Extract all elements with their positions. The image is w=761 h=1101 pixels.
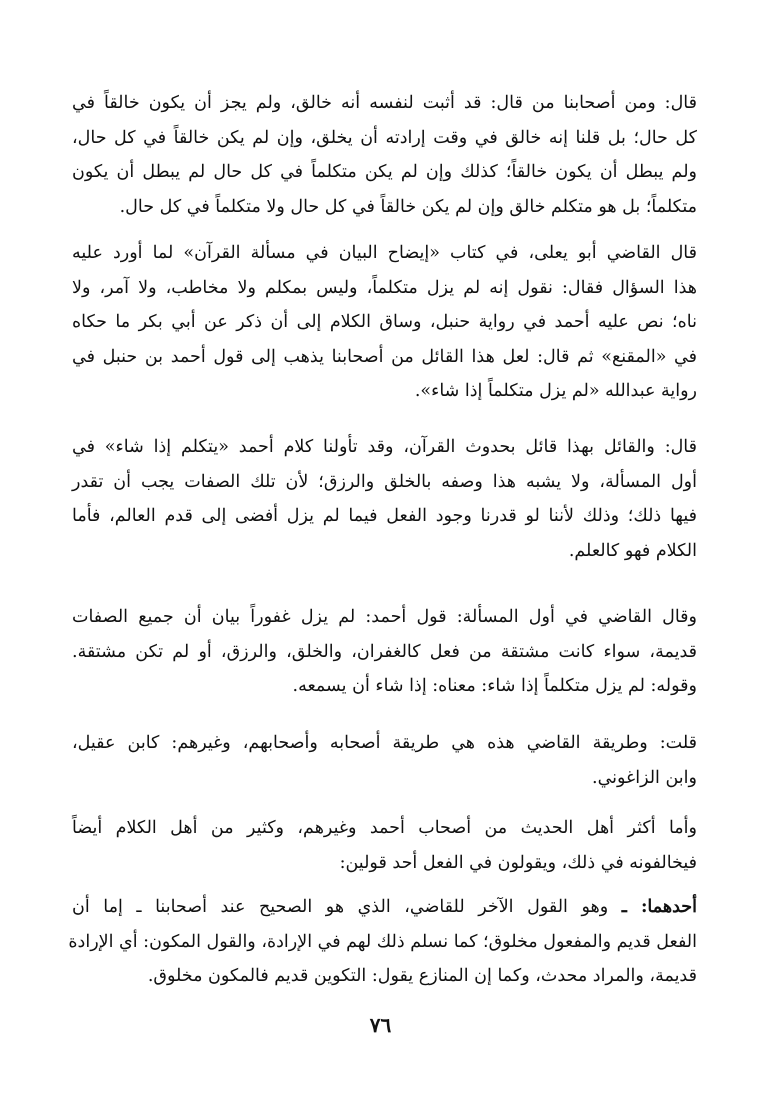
paragraph-1 — [72, 86, 697, 224]
paragraph-line: الكلام فهو كالعلم. — [568, 540, 697, 561]
paragraph-line: قديمة، سواء كانت مشتقة من فعل كالغفران، والخلق، والرزق، أو لم تكن مشتقة. — [72, 641, 697, 662]
paragraph-2 — [72, 236, 697, 409]
paragraph-4 — [72, 600, 697, 704]
paragraph-line: قال القاضي أبو يعلى، في كتاب «إيضاح البيان في مسألة القرآن» لما أورد عليه — [72, 243, 697, 263]
paragraph-line: الفعل قديم والمفعول مخلوق؛ كما نسلم ذلك لهم في الإرادة، والقول المكون: أي الإرادة — [68, 931, 697, 952]
paragraph-line: قال: ومن أصحابنا من قال: قد أثبت لنفسه أنه خالق، ولم يجز أن يكون خالقاً في — [72, 93, 697, 113]
page-number: ٧٦ — [369, 1013, 392, 1037]
paragraph-line: قديمة، والمراد محدث، وكما إن المنازع يقول: التكوين قديم فالمكون مخلوق. — [147, 966, 697, 986]
paragraph-3 — [72, 430, 697, 568]
paragraph-line: هذا السؤال فقال: نقول إنه لم يزل متكلماً، وليس بمكلم ولا مخاطب، ولا آمر، ولا — [72, 277, 697, 298]
paragraph-line: رواية عبدالله «لم يزل متكلماً إذا شاء». — [414, 381, 697, 401]
paragraph-lead: أحدهما: ـ — [621, 897, 697, 917]
paragraph-5 — [72, 726, 697, 795]
paragraph-line: ناه؛ نص عليه أحمد في رواية حنبل، وساق الكلام إلى أن ذكر عن أبي بكر ما حكاه — [72, 312, 697, 332]
paragraph-6 — [72, 811, 697, 880]
paragraph-line — [72, 890, 697, 925]
paragraph-line-rest: وهو القول الآخر للقاضي، الذي هو الصحيح عند أصحابنا ـ إما أن — [72, 897, 622, 917]
paragraph-line: قال: والقائل بهذا قائل بحدوث القرآن، وقد تأولنا كلام أحمد «يتكلم إذا شاء» في — [72, 437, 697, 457]
paragraph-line: وابن الزاغوني. — [592, 767, 697, 788]
paragraph-line: فيها ذلك؛ وذلك لأننا لو قدرنا وجود الفعل فيما لم يزل أفضى إلى قدم العالم، فأما — [72, 506, 697, 526]
paragraph-line: فيخالفونه في ذلك، ويقولون في الفعل أحد قولين: — [339, 852, 697, 873]
paragraph-7 — [68, 890, 697, 994]
paragraph-line: وقوله: لم يزل متكلماً إذا شاء: معناه: إذا شاء أن يسمعه. — [292, 676, 697, 696]
paragraph-line: في «المقنع» ثم قال: لعل هذا القائل من أصحابنا يذهب إلى قول أحمد بن حنبل في — [72, 346, 697, 367]
paragraph-line: متكلماً؛ بل هو متكلم خالق وإن لم يكن خالقاً في كل حال ولا متكلماً في كل حال. — [119, 196, 697, 217]
paragraph-line: كل حال؛ بل قلنا إنه خالق في وقت إرادته أن يخلق، وإن لم يكن خالقاً في كل حال، — [72, 127, 697, 148]
paragraph-line: قلت: وطريقة القاضي هذه هي طريقة أصحابه وأصحابهم، وغيرهم: كابن عقيل، — [72, 733, 697, 753]
paragraph-line: وأما أكثر أهل الحديث من أصحاب أحمد وغيرهم، وكثير من أهل الكلام أيضاً — [72, 818, 697, 838]
paragraph-line: ولم يبطل أن يكون خالقاً؛ كذلك وإن لم يكن متكلماً في كل حال لم يبطل أن يكون — [72, 162, 697, 182]
paragraph-line: أول المسألة، ولا يشبه هذا وصفه بالخلق والرزق؛ لأن تلك الصفات يجب أن تقدر — [72, 471, 697, 492]
paragraph-line: وقال القاضي في أول المسألة: قول أحمد: لم يزل غفوراً بيان أن جميع الصفات — [72, 607, 697, 627]
